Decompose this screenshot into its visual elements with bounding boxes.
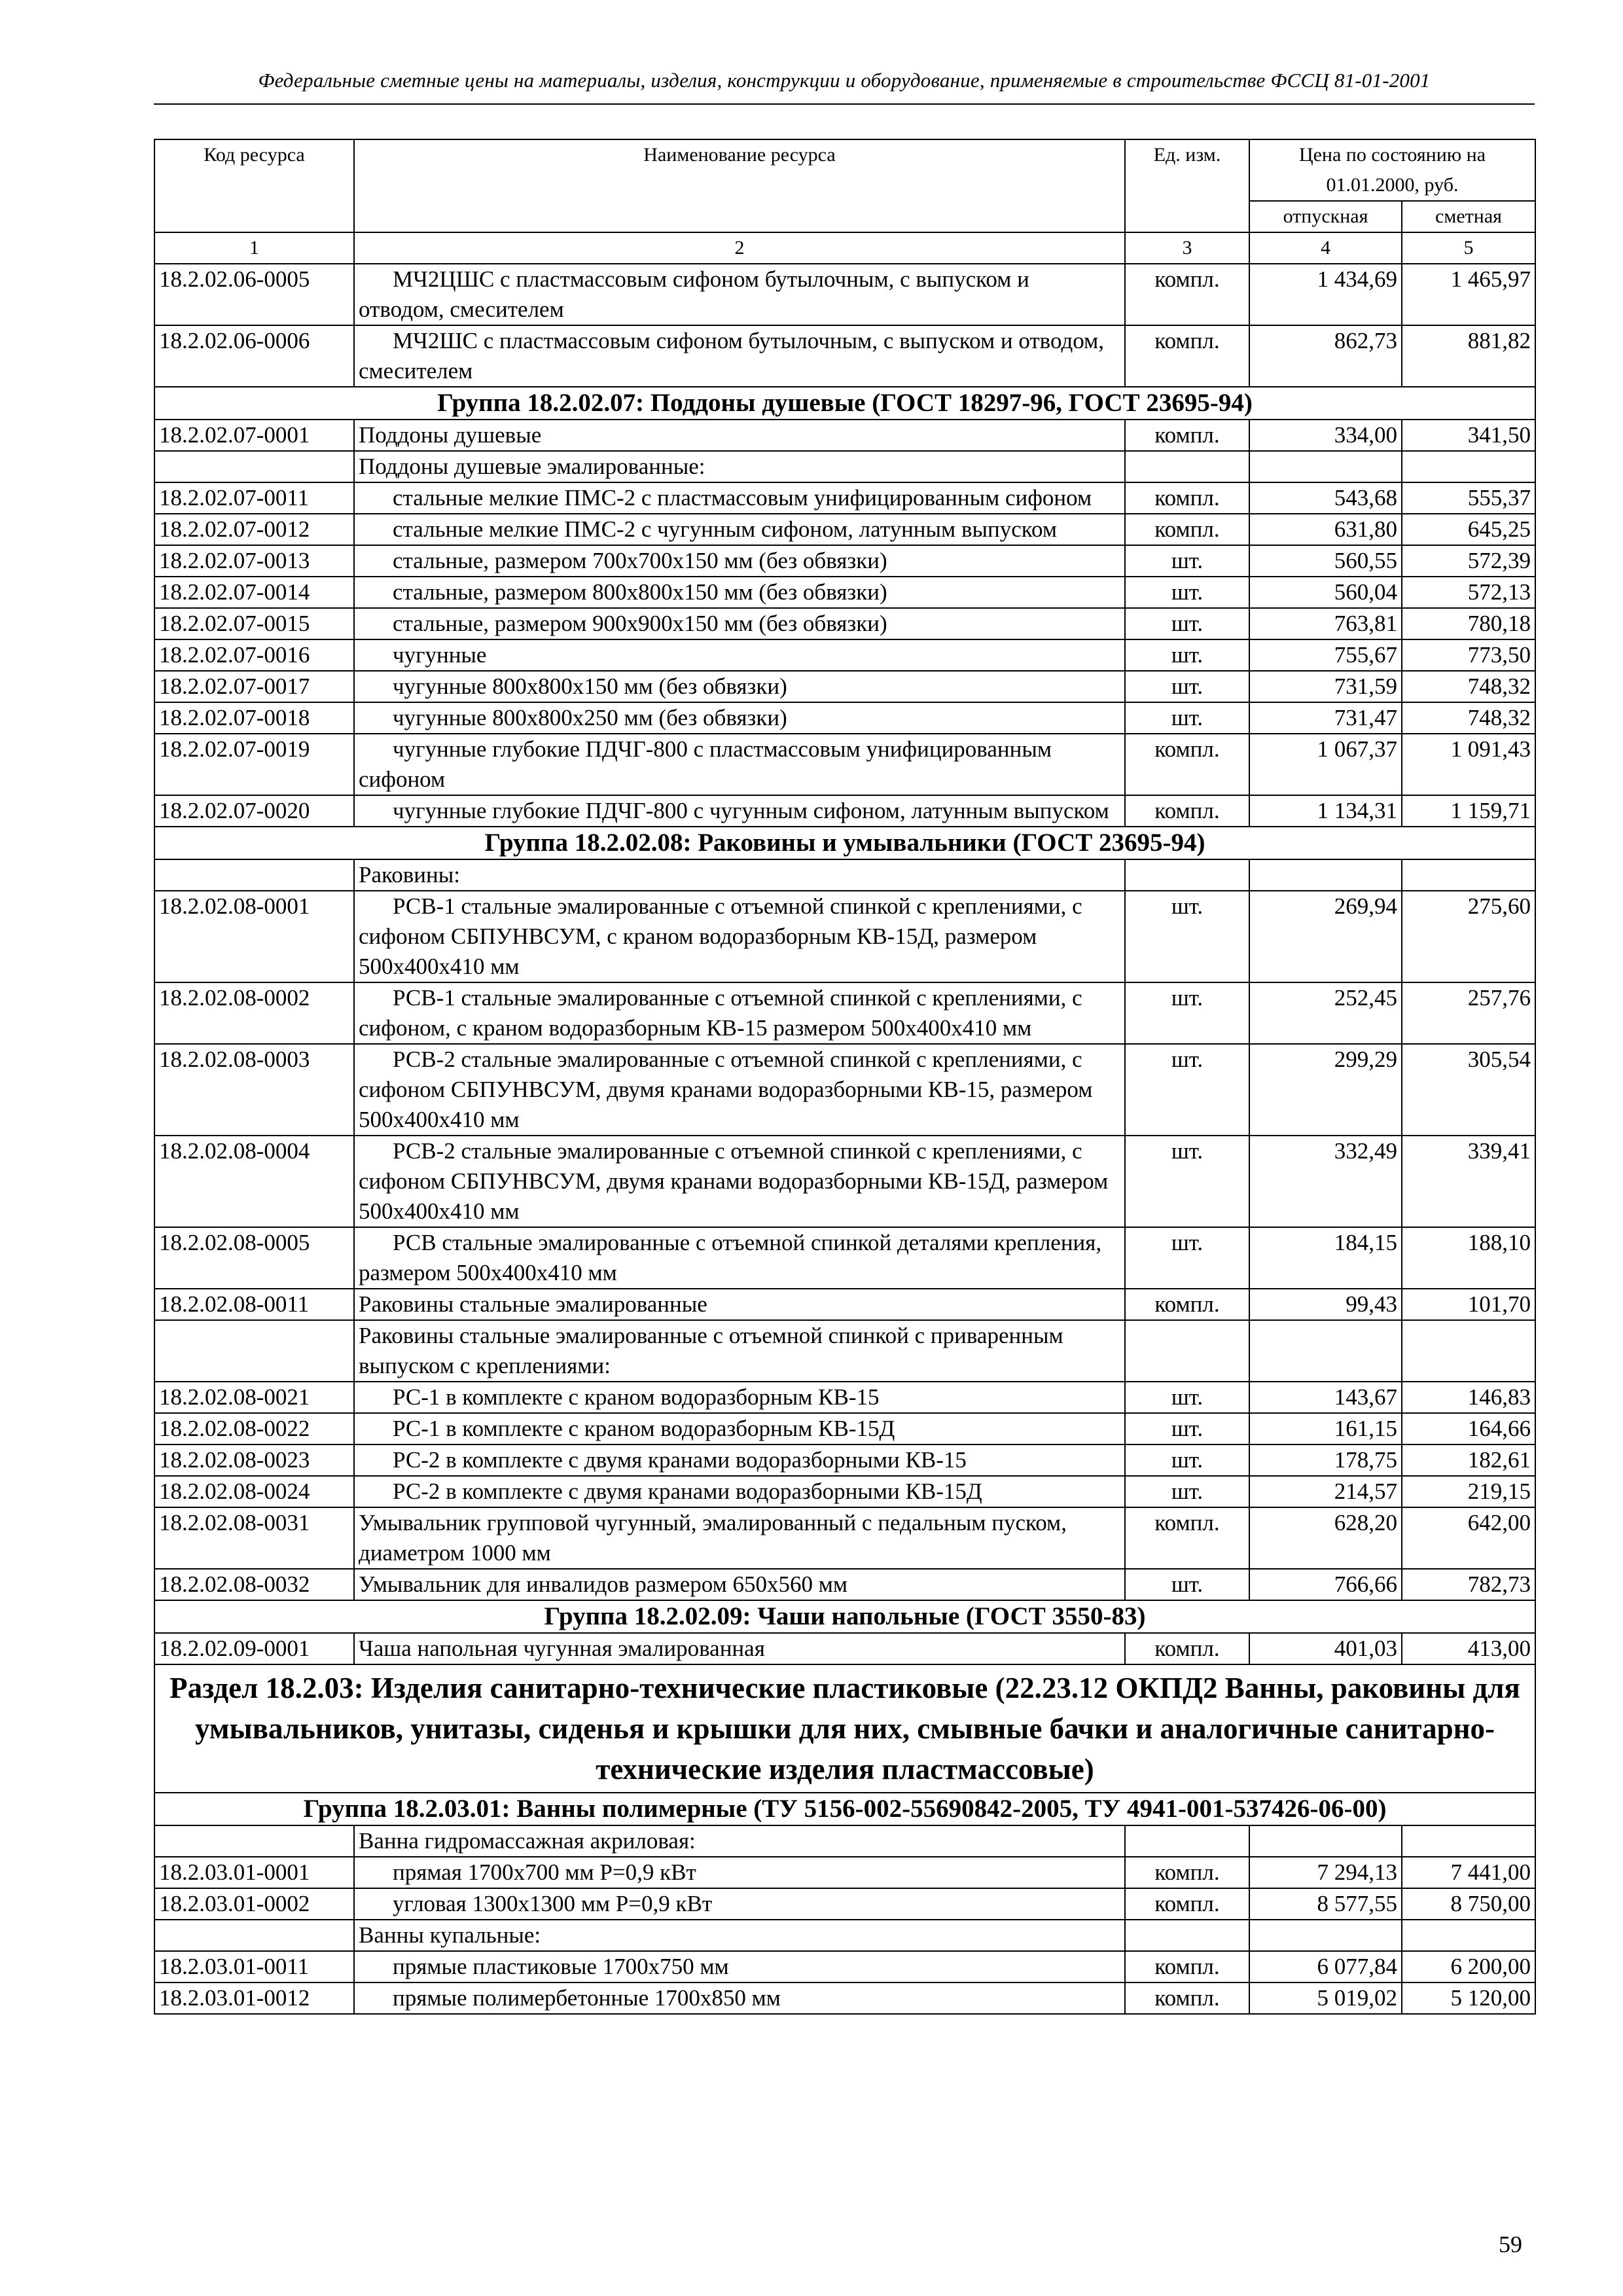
resource-name-text: прямые пластиковые 1700х750 мм xyxy=(393,1954,729,1979)
subheading-name: Ванна гидромассажная акриловая: xyxy=(354,1825,1125,1857)
table-row xyxy=(154,1382,1535,1413)
resource-name xyxy=(354,734,1125,795)
column-header-price: Цена по состоянию на 01.01.2000, руб. xyxy=(1249,139,1535,201)
release-price: 862,73 xyxy=(1249,325,1402,387)
table-row xyxy=(154,545,1535,577)
unit: компл. xyxy=(1125,325,1249,387)
estimate-price: 1 091,43 xyxy=(1402,734,1535,795)
resource-name-text: чугунные xyxy=(393,642,487,668)
resource-code: 18.2.02.08-0022 xyxy=(154,1413,354,1444)
estimate-price: 773,50 xyxy=(1402,639,1535,671)
unit: шт. xyxy=(1125,1136,1249,1227)
group-heading: Группа 18.2.02.07: Поддоны душевые (ГОСТ 18297-96, ГОСТ 23695-94) xyxy=(154,387,1535,420)
resource-code: 18.2.02.08-0024 xyxy=(154,1476,354,1507)
release-price xyxy=(1249,451,1402,482)
column-header-name: Наименование ресурса xyxy=(354,139,1125,232)
resource-name-text: чугунные глубокие ПДЧГ-800 с чугунным сифоном, латунным выпуском xyxy=(393,798,1109,823)
unit: компл. xyxy=(1125,514,1249,545)
table-row xyxy=(154,795,1535,827)
resource-name xyxy=(354,1382,1125,1413)
resource-name xyxy=(354,795,1125,827)
resource-code: 18.2.02.07-0001 xyxy=(154,420,354,451)
estimate-price: 164,66 xyxy=(1402,1413,1535,1444)
unit: шт. xyxy=(1125,1444,1249,1476)
table-row xyxy=(154,891,1535,982)
release-price: 332,49 xyxy=(1249,1136,1402,1227)
resource-name-text: РС-2 в комплекте с двумя кранами водоразборными КВ-15 xyxy=(393,1447,967,1473)
estimate-price: 146,83 xyxy=(1402,1382,1535,1413)
table-row xyxy=(154,734,1535,795)
resource-name-text: Раковины стальные эмалированные xyxy=(359,1291,707,1317)
table-row xyxy=(154,1569,1535,1600)
header-divider xyxy=(154,103,1535,105)
release-price: 252,45 xyxy=(1249,982,1402,1044)
unit: шт. xyxy=(1125,577,1249,608)
resource-name xyxy=(354,1857,1125,1888)
resource-name xyxy=(354,982,1125,1044)
group-heading: Группа 18.2.02.08: Раковины и умывальники (ГОСТ 23695-94) xyxy=(154,827,1535,859)
resource-code: 18.2.02.07-0013 xyxy=(154,545,354,577)
resource-name-text: Умывальник для инвалидов размером 650х560 мм xyxy=(359,1571,848,1597)
release-price: 8 577,55 xyxy=(1249,1888,1402,1920)
release-price: 1 434,69 xyxy=(1249,264,1402,325)
release-price xyxy=(1249,1320,1402,1382)
estimate-price: 6 200,00 xyxy=(1402,1951,1535,1982)
resource-name xyxy=(354,1136,1125,1227)
resource-name xyxy=(354,1507,1125,1569)
table-row xyxy=(154,325,1535,387)
resource-code: 18.2.02.08-0001 xyxy=(154,891,354,982)
resource-name-text: стальные мелкие ПМС-2 с чугунным сифоном, латунным выпуском xyxy=(393,516,1057,542)
estimate-price: 555,37 xyxy=(1402,482,1535,514)
table-row xyxy=(154,420,1535,451)
resource-code: 18.2.02.09-0001 xyxy=(154,1633,354,1664)
table-row xyxy=(154,1227,1535,1289)
unit xyxy=(1125,451,1249,482)
resource-name xyxy=(354,1951,1125,1982)
resource-name-text: РСВ-2 стальные эмалированные с отъемной спинкой с креплениями, с сифоном СБПУНВСУМ, двумя кранами водоразборными КВ-15, размером 500х400х410 мм xyxy=(359,1047,1093,1132)
release-price: 628,20 xyxy=(1249,1507,1402,1569)
estimate-price: 8 750,00 xyxy=(1402,1888,1535,1920)
resource-name-text: угловая 1300х1300 мм Р=0,9 кВт xyxy=(393,1891,713,1916)
resource-name xyxy=(354,1569,1125,1600)
unit xyxy=(1125,859,1249,891)
unit: компл. xyxy=(1125,734,1249,795)
unit: компл. xyxy=(1125,1633,1249,1664)
column-header-code: Код ресурса xyxy=(154,139,354,232)
resource-name xyxy=(354,264,1125,325)
release-price: 269,94 xyxy=(1249,891,1402,982)
resource-name-text: РСВ-2 стальные эмалированные с отъемной спинкой с креплениями, с сифоном СБПУНВСУМ, двумя кранами водоразборными КВ-15Д, размером 500х400х410 мм xyxy=(359,1138,1109,1224)
price-table-body xyxy=(154,139,1535,2014)
resource-code: 18.2.02.07-0016 xyxy=(154,639,354,671)
table-row xyxy=(154,1413,1535,1444)
estimate-price xyxy=(1402,1320,1535,1382)
estimate-price: 305,54 xyxy=(1402,1044,1535,1136)
resource-name xyxy=(354,325,1125,387)
subheading-name: Раковины: xyxy=(354,859,1125,891)
column-number: 4 xyxy=(1249,232,1402,264)
estimate-price: 572,13 xyxy=(1402,577,1535,608)
group-heading-row xyxy=(154,1600,1535,1633)
estimate-price: 7 441,00 xyxy=(1402,1857,1535,1888)
release-price: 543,68 xyxy=(1249,482,1402,514)
section-heading-row xyxy=(154,1664,1535,1793)
resource-name xyxy=(354,608,1125,639)
unit: шт. xyxy=(1125,1382,1249,1413)
resource-name-text: чугунные глубокие ПДЧГ-800 с пластмассовым унифицированным сифоном xyxy=(359,736,1052,792)
page-number: 59 xyxy=(1499,2231,1522,2257)
unit xyxy=(1125,1920,1249,1951)
group-heading-row xyxy=(154,1793,1535,1825)
resource-code: 18.2.02.08-0005 xyxy=(154,1227,354,1289)
resource-name xyxy=(354,545,1125,577)
unit xyxy=(1125,1825,1249,1857)
resource-code: 18.2.03.01-0001 xyxy=(154,1857,354,1888)
unit: шт. xyxy=(1125,671,1249,702)
unit: компл. xyxy=(1125,1888,1249,1920)
subheading-name: Ванны купальные: xyxy=(354,1920,1125,1951)
table-row xyxy=(154,264,1535,325)
resource-name-text: РСВ стальные эмалированные с отъемной спинкой деталями крепления, размером 500х400х410 мм xyxy=(359,1230,1102,1285)
estimate-price: 101,70 xyxy=(1402,1289,1535,1320)
resource-name-text: РС-1 в комплекте с краном водоразборным КВ-15 xyxy=(393,1384,880,1410)
subheading-name: Раковины стальные эмалированные с отъемной спинкой с приваренным выпуском с креплениями: xyxy=(354,1320,1125,1382)
resource-name-text: чугунные 800х800х250 мм (без обвязки) xyxy=(393,705,787,730)
release-price xyxy=(1249,859,1402,891)
estimate-price: 748,32 xyxy=(1402,671,1535,702)
estimate-price: 182,61 xyxy=(1402,1444,1535,1476)
estimate-price: 748,32 xyxy=(1402,702,1535,734)
column-number: 1 xyxy=(154,232,354,264)
unit: шт. xyxy=(1125,982,1249,1044)
resource-name xyxy=(354,1982,1125,2014)
release-price: 731,47 xyxy=(1249,702,1402,734)
resource-code xyxy=(154,859,354,891)
column-numbers-row xyxy=(154,232,1535,264)
resource-name-text: стальные мелкие ПМС-2 с пластмассовым унифицированным сифоном xyxy=(393,485,1092,511)
resource-name xyxy=(354,1227,1125,1289)
release-price: 560,55 xyxy=(1249,545,1402,577)
release-price: 5 019,02 xyxy=(1249,1982,1402,2014)
resource-code: 18.2.03.01-0012 xyxy=(154,1982,354,2014)
column-header-release-price: отпускная xyxy=(1249,201,1402,232)
table-header-row xyxy=(154,139,1535,201)
estimate-price: 339,41 xyxy=(1402,1136,1535,1227)
estimate-price: 1 465,97 xyxy=(1402,264,1535,325)
estimate-price: 188,10 xyxy=(1402,1227,1535,1289)
unit: компл. xyxy=(1125,795,1249,827)
price-table xyxy=(154,139,1536,2015)
release-price: 299,29 xyxy=(1249,1044,1402,1136)
unit: компл. xyxy=(1125,1982,1249,2014)
resource-code: 18.2.02.07-0011 xyxy=(154,482,354,514)
resource-code xyxy=(154,1825,354,1857)
estimate-price: 782,73 xyxy=(1402,1569,1535,1600)
estimate-price: 572,39 xyxy=(1402,545,1535,577)
estimate-price: 275,60 xyxy=(1402,891,1535,982)
resource-name xyxy=(354,420,1125,451)
table-row xyxy=(154,514,1535,545)
estimate-price: 1 159,71 xyxy=(1402,795,1535,827)
group-heading-row xyxy=(154,827,1535,859)
estimate-price xyxy=(1402,859,1535,891)
unit: компл. xyxy=(1125,1289,1249,1320)
estimate-price: 642,00 xyxy=(1402,1507,1535,1569)
resource-name-text: стальные, размером 700х700х150 мм (без обвязки) xyxy=(393,548,887,573)
estimate-price: 341,50 xyxy=(1402,420,1535,451)
unit: компл. xyxy=(1125,264,1249,325)
release-price xyxy=(1249,1920,1402,1951)
resource-name xyxy=(354,1044,1125,1136)
resource-code xyxy=(154,1920,354,1951)
estimate-price: 881,82 xyxy=(1402,325,1535,387)
section-heading: Раздел 18.2.03: Изделия санитарно-технические пластиковые (22.23.12 ОКПД2 Ванны, раковины для умывальников, унитазы, сиденья и крышки для них, смывные бачки и аналогичные санитарно-технические изделия пластмассовые) xyxy=(154,1664,1535,1793)
resource-name-text: Чаша напольная чугунная эмалированная xyxy=(359,1636,765,1661)
unit: компл. xyxy=(1125,482,1249,514)
estimate-price: 413,00 xyxy=(1402,1633,1535,1664)
release-price: 763,81 xyxy=(1249,608,1402,639)
resource-name xyxy=(354,514,1125,545)
subheading-row xyxy=(154,1825,1535,1857)
estimate-price xyxy=(1402,1920,1535,1951)
subheading-row xyxy=(154,1920,1535,1951)
release-price: 766,66 xyxy=(1249,1569,1402,1600)
group-heading-row xyxy=(154,387,1535,420)
release-price: 1 134,31 xyxy=(1249,795,1402,827)
resource-code: 18.2.02.07-0012 xyxy=(154,514,354,545)
resource-name-text: РС-2 в комплекте с двумя кранами водоразборными КВ-15Д xyxy=(393,1479,982,1504)
resource-name-text: чугунные 800х800х150 мм (без обвязки) xyxy=(393,673,787,699)
table-row xyxy=(154,1444,1535,1476)
resource-code: 18.2.02.06-0006 xyxy=(154,325,354,387)
resource-name xyxy=(354,1413,1125,1444)
table-row xyxy=(154,1951,1535,1982)
table-row xyxy=(154,1888,1535,1920)
table-row xyxy=(154,1476,1535,1507)
release-price: 6 077,84 xyxy=(1249,1951,1402,1982)
release-price: 334,00 xyxy=(1249,420,1402,451)
resource-name xyxy=(354,1633,1125,1664)
resource-name-text: РС-1 в комплекте с краном водоразборным КВ-15Д xyxy=(393,1416,895,1441)
resource-code xyxy=(154,1320,354,1382)
resource-code: 18.2.02.08-0004 xyxy=(154,1136,354,1227)
resource-name xyxy=(354,671,1125,702)
running-header: Федеральные сметные цены на материалы, изделия, конструкции и оборудование, применяемые в строительстве ФССЦ 81-01-2001 xyxy=(258,69,1431,92)
column-header-unit: Ед. изм. xyxy=(1125,139,1249,232)
unit: шт. xyxy=(1125,1227,1249,1289)
unit: шт. xyxy=(1125,891,1249,982)
resource-name xyxy=(354,1888,1125,1920)
resource-name xyxy=(354,482,1125,514)
resource-code xyxy=(154,451,354,482)
resource-code: 18.2.02.08-0031 xyxy=(154,1507,354,1569)
resource-name-text: РСВ-1 стальные эмалированные с отъемной спинкой с креплениями, с сифоном, с краном водоразборным КВ-15 размером 500х400х410 мм xyxy=(359,985,1082,1041)
resource-name xyxy=(354,1444,1125,1476)
estimate-price xyxy=(1402,451,1535,482)
resource-code: 18.2.02.07-0015 xyxy=(154,608,354,639)
unit xyxy=(1125,1320,1249,1382)
subheading-row xyxy=(154,859,1535,891)
resource-code: 18.2.02.08-0003 xyxy=(154,1044,354,1136)
resource-name-text: РСВ-1 стальные эмалированные с отъемной спинкой с креплениями, с сифоном СБПУНВСУМ, с краном водоразборным КВ-15Д, размером 500х400х410 мм xyxy=(359,893,1082,979)
group-heading: Группа 18.2.02.09: Чаши напольные (ГОСТ 3550-83) xyxy=(154,1600,1535,1633)
table-row xyxy=(154,1289,1535,1320)
resource-name-text: прямые полимербетонные 1700х850 мм xyxy=(393,1985,781,2011)
resource-code: 18.2.02.08-0032 xyxy=(154,1569,354,1600)
release-price: 731,59 xyxy=(1249,671,1402,702)
table-row xyxy=(154,1507,1535,1569)
table-row xyxy=(154,671,1535,702)
column-number: 5 xyxy=(1402,232,1535,264)
resource-code: 18.2.03.01-0002 xyxy=(154,1888,354,1920)
table-row xyxy=(154,577,1535,608)
resource-name-text: МЧ2ШС с пластмассовым сифоном бутылочным, с выпуском и отводом, смесителем xyxy=(359,328,1104,384)
resource-name-text: Умывальник групповой чугунный, эмалированный с педальным пуском, диаметром 1000 мм xyxy=(359,1510,1067,1566)
release-price: 99,43 xyxy=(1249,1289,1402,1320)
table-row xyxy=(154,482,1535,514)
table-row xyxy=(154,702,1535,734)
resource-code: 18.2.02.07-0020 xyxy=(154,795,354,827)
resource-code: 18.2.02.08-0002 xyxy=(154,982,354,1044)
unit: компл. xyxy=(1125,1951,1249,1982)
resource-name-text: стальные, размером 900х900х150 мм (без обвязки) xyxy=(393,611,887,636)
release-price: 1 067,37 xyxy=(1249,734,1402,795)
release-price: 184,15 xyxy=(1249,1227,1402,1289)
resource-name xyxy=(354,1289,1125,1320)
resource-name xyxy=(354,639,1125,671)
estimate-price: 219,15 xyxy=(1402,1476,1535,1507)
unit: шт. xyxy=(1125,702,1249,734)
resource-code: 18.2.02.08-0021 xyxy=(154,1382,354,1413)
subheading-name: Поддоны душевые эмалированные: xyxy=(354,451,1125,482)
resource-name-text: МЧ2ЦШС с пластмассовым сифоном бутылочным, с выпуском и отводом, смесителем xyxy=(359,266,1029,322)
table-row xyxy=(154,1136,1535,1227)
table-row xyxy=(154,1982,1535,2014)
table-row xyxy=(154,1857,1535,1888)
subheading-row xyxy=(154,451,1535,482)
resource-code: 18.2.02.07-0018 xyxy=(154,702,354,734)
unit: компл. xyxy=(1125,1857,1249,1888)
unit: шт. xyxy=(1125,1476,1249,1507)
unit: шт. xyxy=(1125,1413,1249,1444)
unit: шт. xyxy=(1125,608,1249,639)
resource-code: 18.2.02.07-0017 xyxy=(154,671,354,702)
estimate-price: 645,25 xyxy=(1402,514,1535,545)
column-number: 3 xyxy=(1125,232,1249,264)
resource-name-text: прямая 1700х700 мм Р=0,9 кВт xyxy=(393,1859,696,1885)
resource-name-text: Поддоны душевые xyxy=(359,422,542,448)
group-heading: Группа 18.2.03.01: Ванны полимерные (ТУ 5156-002-55690842-2005, ТУ 4941-001-537426-06-00) xyxy=(154,1793,1535,1825)
release-price: 214,57 xyxy=(1249,1476,1402,1507)
release-price: 161,15 xyxy=(1249,1413,1402,1444)
subheading-row xyxy=(154,1320,1535,1382)
unit: компл. xyxy=(1125,1507,1249,1569)
release-price xyxy=(1249,1825,1402,1857)
release-price: 755,67 xyxy=(1249,639,1402,671)
release-price: 560,04 xyxy=(1249,577,1402,608)
resource-code: 18.2.02.07-0019 xyxy=(154,734,354,795)
table-row xyxy=(154,608,1535,639)
estimate-price: 257,76 xyxy=(1402,982,1535,1044)
resource-code: 18.2.02.08-0023 xyxy=(154,1444,354,1476)
resource-name-text: стальные, размером 800х800х150 мм (без обвязки) xyxy=(393,579,887,605)
unit: компл. xyxy=(1125,420,1249,451)
release-price: 143,67 xyxy=(1249,1382,1402,1413)
resource-code: 18.2.02.06-0005 xyxy=(154,264,354,325)
resource-code: 18.2.02.07-0014 xyxy=(154,577,354,608)
resource-name xyxy=(354,1476,1125,1507)
estimate-price: 780,18 xyxy=(1402,608,1535,639)
resource-code: 18.2.02.08-0011 xyxy=(154,1289,354,1320)
unit: шт. xyxy=(1125,1044,1249,1136)
unit: шт. xyxy=(1125,545,1249,577)
unit: шт. xyxy=(1125,1569,1249,1600)
release-price: 7 294,13 xyxy=(1249,1857,1402,1888)
resource-name xyxy=(354,891,1125,982)
column-header-estimate-price: сметная xyxy=(1402,201,1535,232)
table-row xyxy=(154,982,1535,1044)
table-row xyxy=(154,1633,1535,1664)
resource-code: 18.2.03.01-0011 xyxy=(154,1951,354,1982)
release-price: 401,03 xyxy=(1249,1633,1402,1664)
column-number: 2 xyxy=(354,232,1125,264)
estimate-price xyxy=(1402,1825,1535,1857)
release-price: 631,80 xyxy=(1249,514,1402,545)
release-price: 178,75 xyxy=(1249,1444,1402,1476)
table-row xyxy=(154,639,1535,671)
resource-name xyxy=(354,702,1125,734)
resource-name xyxy=(354,577,1125,608)
table-row xyxy=(154,1044,1535,1136)
unit: шт. xyxy=(1125,639,1249,671)
estimate-price: 5 120,00 xyxy=(1402,1982,1535,2014)
